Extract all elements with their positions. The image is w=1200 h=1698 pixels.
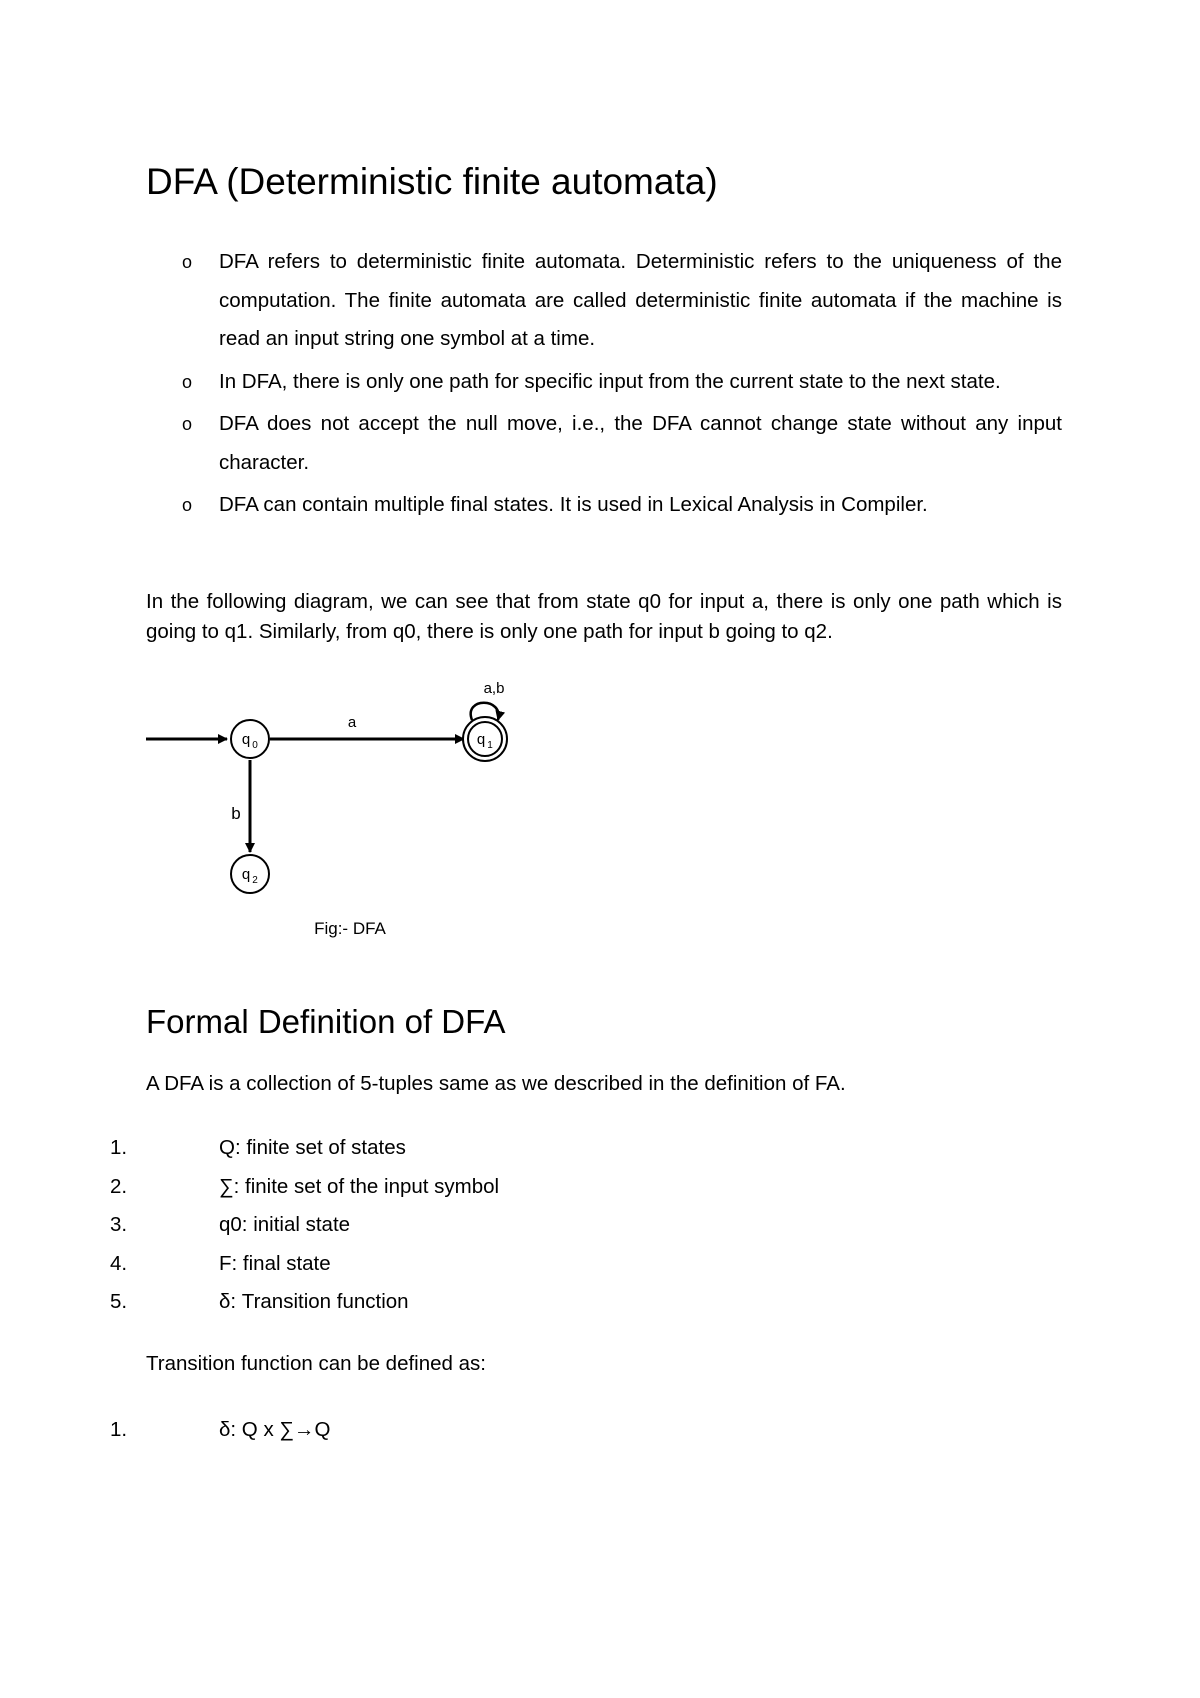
tuple-item [0,1283,1100,1322]
state-q1-sub: 1 [487,740,493,751]
tuple-number: 4. [110,1251,128,1275]
bullet-item [146,486,1062,525]
state-q1 [463,717,507,761]
tuple-text: Q: finite set of states [219,1136,406,1159]
bullet-text: DFA does not accept the null move, i.e., the DFA cannot change state without any input character. [219,412,1062,474]
tuple-text: δ: Transition function [219,1290,409,1313]
page-title: DFA (Deterministic finite automata) [146,161,718,202]
tuple-item [0,1168,1100,1207]
transition-intro: Transition function can be defined as: [146,1352,486,1375]
bullet-list [146,243,1062,529]
transition-label-ab: a,b [483,680,505,697]
bullet-marker: o [182,252,193,272]
bullet-text: DFA refers to deterministic finite automata. Deterministic refers to the uniqueness of the computation. The finite automata are called deterministic finite automata if the machine is read an input string one symbol at a time. [219,250,1062,350]
tuple-item [0,1245,1100,1284]
tuple-text: F: final state [219,1251,331,1275]
tuple-number: 1. [110,1136,128,1159]
state-q1-label: q [476,731,486,748]
state-q2-label: q [241,866,251,883]
transition-label-b: b [231,804,241,823]
dfa-diagram [130,665,530,955]
transition-item [0,1411,1100,1450]
tuple-text: q0: initial state [219,1213,351,1236]
state-q0 [231,720,269,758]
state-q2-sub: 2 [252,875,258,886]
state-q0-label: q [241,731,251,748]
bullet-text: In DFA, there is only one path for specific input from the current state to the next state. [219,369,1001,393]
bullet-marker: o [182,495,193,515]
state-q2 [231,855,269,893]
tuple-list [0,1129,1100,1322]
section-intro: A DFA is a collection of 5-tuples same as we described in the definition of FA. [146,1072,846,1095]
transition-list [0,1411,1100,1450]
bullet-item [146,363,1062,402]
tuple-text: ∑: finite set of the input symbol [219,1174,500,1198]
tuple-number: 2. [110,1174,128,1198]
bullet-item [146,243,1062,359]
transition-label-a: a [347,714,357,731]
tuple-item [0,1129,1100,1168]
bullet-item [146,405,1062,482]
tuple-number: 5. [110,1290,128,1313]
transition-number: 1. [110,1418,128,1441]
bullet-text: DFA can contain multiple final states. It is used in Lexical Analysis in Compiler. [219,493,928,516]
tuple-number: 3. [110,1213,128,1236]
state-q0-sub: 0 [252,740,258,751]
section-title: Formal Definition of DFA [146,1003,506,1040]
diagram-caption: Fig:- DFA [314,919,386,938]
tuple-item [0,1206,1100,1245]
transition-text: δ: Q x ∑→Q [219,1418,331,1441]
bullet-marker: o [182,414,193,434]
intro-paragraph: In the following diagram, we can see that from state q0 for input a, there is only one path which is going to q1. Similarly, from q0, there is only one path for input b going to q2. [146,590,1062,643]
bullet-marker: o [182,371,193,392]
